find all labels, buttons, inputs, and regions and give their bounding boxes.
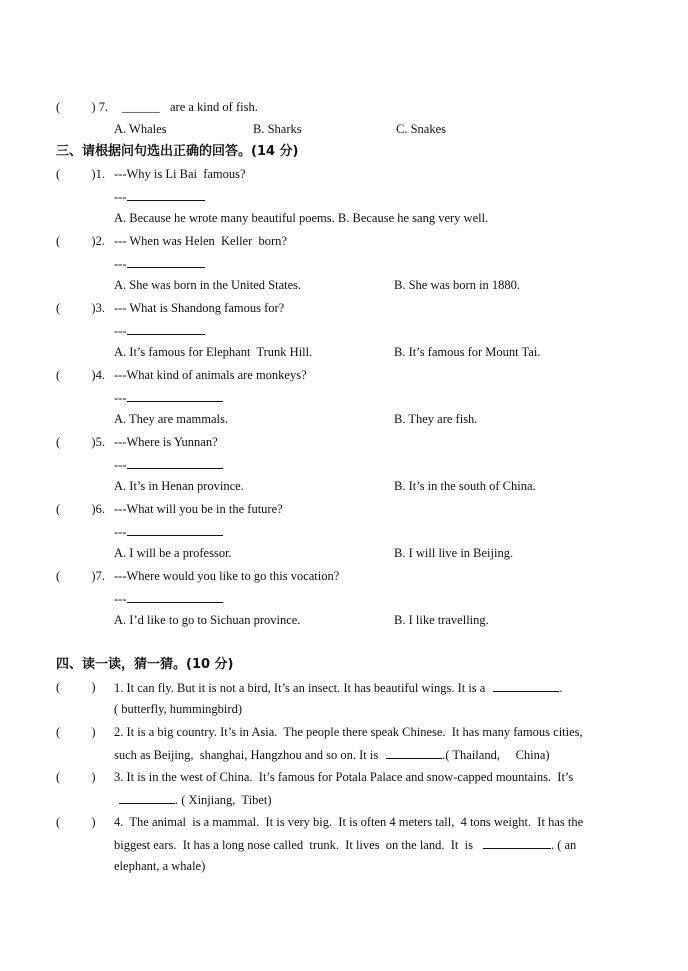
item-text-line: . ( Xinjiang, Tibet) bbox=[119, 793, 272, 807]
item-question: ---Where is Yunnan? bbox=[114, 435, 218, 449]
option-a: A. I’d like to go to Sichuan province. bbox=[114, 613, 301, 627]
item-paren: ( )6. bbox=[56, 502, 105, 516]
item-question: --- When was Helen Keller born? bbox=[114, 234, 287, 248]
item-paren: ( )3. bbox=[56, 301, 105, 315]
item-paren: ( )7. bbox=[56, 569, 105, 583]
item-paren: ( ) bbox=[56, 725, 96, 739]
item-paren: ( )1. bbox=[56, 167, 105, 181]
option-b: B. I will live in Beijing. bbox=[394, 546, 514, 560]
item-choices: ( butterfly, hummingbird) bbox=[114, 702, 242, 716]
option-c: C. Snakes bbox=[396, 122, 446, 136]
question-text: are a kind of fish. bbox=[170, 100, 258, 114]
section-heading: 三、请根据问句选出正确的回答。(14 分) bbox=[56, 144, 299, 159]
item-text-line: such as Beijing, shanghai, Hangzhou and so on. It is .( Thailand, China) bbox=[114, 748, 550, 762]
answer-blank: --- bbox=[114, 257, 205, 271]
option-a: A. Because he wrote many beautiful poems. B. Because he sang very well. bbox=[114, 211, 489, 225]
option-b: B. It’s in the south of China. bbox=[394, 479, 536, 493]
option-b: B. They are fish. bbox=[394, 412, 478, 426]
item-text-line: 4. The animal is a mammal. It is very big. It is often 4 meters tall, 4 tons weight. It has the bbox=[114, 815, 584, 829]
option-b: B. She was born in 1880. bbox=[394, 278, 521, 292]
option-b: B. It’s famous for Mount Tai. bbox=[394, 345, 541, 359]
option-a: A. It’s famous for Elephant Trunk Hill. bbox=[114, 345, 313, 359]
item-question: ---What kind of animals are monkeys? bbox=[114, 368, 307, 382]
item-paren: ( )2. bbox=[56, 234, 105, 248]
option-a: A. It’s in Henan province. bbox=[114, 479, 244, 493]
item-question: ---What will you be in the future? bbox=[114, 502, 283, 516]
answer-blank: --- bbox=[114, 391, 223, 405]
answer-blank: --- bbox=[114, 592, 223, 606]
item-paren: ( )4. bbox=[56, 368, 105, 382]
question-paren: ( ) 7. bbox=[56, 100, 109, 114]
item-question: --- What is Shandong famous for? bbox=[114, 301, 285, 315]
item-text-line: elephant, a whale) bbox=[114, 859, 206, 873]
question-blank: ______ bbox=[122, 100, 160, 114]
item-text-line: 1. It can fly. But it is not a bird, It’s an insect. It has beautiful wings. It is a . bbox=[114, 681, 563, 695]
option-b: B. Sharks bbox=[253, 122, 302, 136]
item-text-line: biggest ears. It has a long nose called trunk. It lives on the land. It is . ( an bbox=[114, 838, 577, 852]
item-paren: ( )5. bbox=[56, 435, 105, 449]
section-heading: 四、读一读，猜一猜。(10 分) bbox=[56, 657, 234, 672]
item-paren: ( ) bbox=[56, 770, 96, 784]
option-a: A. She was born in the United States. bbox=[114, 278, 302, 292]
answer-blank: --- bbox=[114, 458, 223, 472]
option-a: A. I will be a professor. bbox=[114, 546, 232, 560]
item-text-line: 2. It is a big country. It’s in Asia. The people there speak Chinese. It has many famous cities, bbox=[114, 725, 583, 739]
item-question: ---Where would you like to go this vocation? bbox=[114, 569, 340, 583]
item-paren: ( ) bbox=[56, 815, 96, 829]
item-question: ---Why is Li Bai famous? bbox=[114, 167, 246, 181]
item-text-line: 3. It is in the west of China. It’s famous for Potala Palace and snow-capped mountains. It’s bbox=[114, 770, 574, 784]
item-paren: ( ) bbox=[56, 680, 96, 694]
option-b: B. I like travelling. bbox=[394, 613, 489, 627]
option-a: A. Whales bbox=[114, 122, 167, 136]
answer-blank: --- bbox=[114, 525, 223, 539]
answer-blank: --- bbox=[114, 324, 205, 338]
option-a: A. They are mammals. bbox=[114, 412, 228, 426]
answer-blank: --- bbox=[114, 190, 205, 204]
